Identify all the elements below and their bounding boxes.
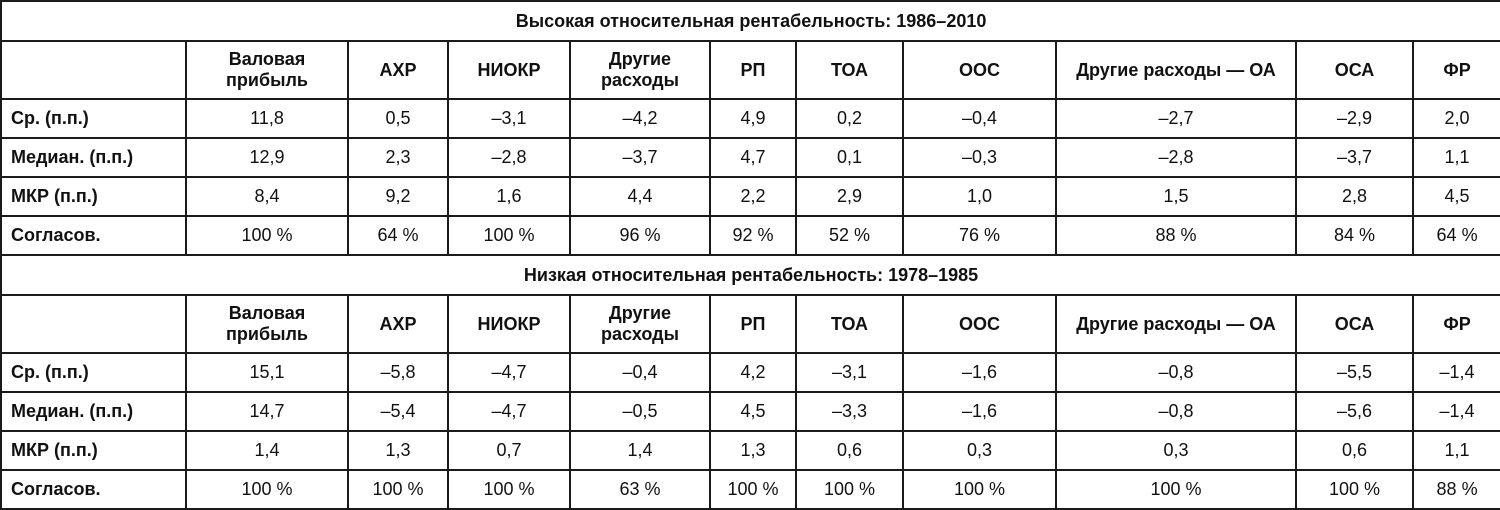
table-cell: 92 %: [710, 216, 796, 255]
table-cell: 9,2: [348, 177, 448, 216]
table-cell: 100 %: [186, 216, 348, 255]
column-header: ОСА: [1296, 41, 1413, 99]
table-cell: 1,0: [903, 177, 1056, 216]
table-cell: 1,5: [1056, 177, 1296, 216]
column-header: НИОКР: [448, 41, 570, 99]
table-cell: –4,7: [448, 353, 570, 392]
table-cell: –2,7: [1056, 99, 1296, 138]
table-cell: 15,1: [186, 353, 348, 392]
table-row: [1, 177, 1500, 216]
table-cell: 1,4: [570, 431, 710, 470]
table-cell: 96 %: [570, 216, 710, 255]
table-cell: 4,2: [710, 353, 796, 392]
table-cell: 64 %: [348, 216, 448, 255]
table-cell: –0,8: [1056, 353, 1296, 392]
table-cell: 4,5: [1413, 177, 1500, 216]
table-cell: 2,2: [710, 177, 796, 216]
table-cell: 0,2: [796, 99, 903, 138]
section-title-row: [1, 255, 1500, 295]
table-cell: –0,4: [903, 99, 1056, 138]
section-title: Низкая относительная рентабельность: 1978–1985: [1, 255, 1500, 295]
table-cell: 2,8: [1296, 177, 1413, 216]
table-row: [1, 353, 1500, 392]
column-header: ООС: [903, 295, 1056, 353]
table-cell: 1,6: [448, 177, 570, 216]
table-cell: 2,3: [348, 138, 448, 177]
table-cell: 100 %: [1056, 470, 1296, 509]
table-cell: –4,2: [570, 99, 710, 138]
header-corner-cell: [1, 41, 186, 99]
column-header: АХР: [348, 295, 448, 353]
table-cell: –3,1: [796, 353, 903, 392]
table-cell: 1,1: [1413, 138, 1500, 177]
table-cell: 63 %: [570, 470, 710, 509]
column-header: Валовая прибыль: [186, 41, 348, 99]
table-cell: –0,3: [903, 138, 1056, 177]
row-label: МКР (п.п.): [1, 177, 186, 216]
table-cell: –1,4: [1413, 353, 1500, 392]
table-cell: 11,8: [186, 99, 348, 138]
table-cell: 1,4: [186, 431, 348, 470]
table-row: [1, 470, 1500, 509]
table-row: [1, 392, 1500, 431]
table-cell: –1,6: [903, 392, 1056, 431]
table-cell: –5,8: [348, 353, 448, 392]
table-cell: –0,8: [1056, 392, 1296, 431]
row-label: Ср. (п.п.): [1, 353, 186, 392]
statistics-table-body: [1, 1, 1500, 509]
table-cell: 1,3: [348, 431, 448, 470]
column-header: РП: [710, 295, 796, 353]
header-corner-cell: [1, 295, 186, 353]
table-cell: 4,9: [710, 99, 796, 138]
table-cell: –0,5: [570, 392, 710, 431]
row-label: Согласов.: [1, 216, 186, 255]
table-cell: 64 %: [1413, 216, 1500, 255]
row-label: МКР (п.п.): [1, 431, 186, 470]
column-header: РП: [710, 41, 796, 99]
column-header: ТОА: [796, 41, 903, 99]
table-cell: –5,4: [348, 392, 448, 431]
table-cell: 0,7: [448, 431, 570, 470]
table-row: [1, 138, 1500, 177]
table-cell: 100 %: [1296, 470, 1413, 509]
row-label: Ср. (п.п.): [1, 99, 186, 138]
column-header: НИОКР: [448, 295, 570, 353]
table-cell: 88 %: [1413, 470, 1500, 509]
table-cell: 88 %: [1056, 216, 1296, 255]
table-cell: 0,3: [1056, 431, 1296, 470]
table-cell: 4,7: [710, 138, 796, 177]
table-row: [1, 431, 1500, 470]
column-header: Другие расходы — ОА: [1056, 295, 1296, 353]
section-title-row: [1, 1, 1500, 41]
table-cell: 100 %: [186, 470, 348, 509]
column-header: Другие расходы: [570, 41, 710, 99]
table-cell: 100 %: [796, 470, 903, 509]
column-header: Другие расходы — ОА: [1056, 41, 1296, 99]
table-cell: –3,3: [796, 392, 903, 431]
table-cell: 100 %: [348, 470, 448, 509]
table-cell: 0,3: [903, 431, 1056, 470]
table-cell: 52 %: [796, 216, 903, 255]
column-header: ООС: [903, 41, 1056, 99]
table-cell: –2,8: [1056, 138, 1296, 177]
table-cell: –2,8: [448, 138, 570, 177]
table-cell: –4,7: [448, 392, 570, 431]
column-header-row: [1, 41, 1500, 99]
table-cell: 0,1: [796, 138, 903, 177]
table-cell: –0,4: [570, 353, 710, 392]
table-cell: 84 %: [1296, 216, 1413, 255]
table-cell: 4,5: [710, 392, 796, 431]
table-row: [1, 216, 1500, 255]
row-label: Медиан. (п.п.): [1, 138, 186, 177]
row-label: Медиан. (п.п.): [1, 392, 186, 431]
column-header: Другие расходы: [570, 295, 710, 353]
table-cell: 12,9: [186, 138, 348, 177]
table-cell: 100 %: [448, 470, 570, 509]
table-cell: 76 %: [903, 216, 1056, 255]
table-cell: 100 %: [710, 470, 796, 509]
table-cell: 1,3: [710, 431, 796, 470]
table-cell: 8,4: [186, 177, 348, 216]
table-cell: 0,6: [796, 431, 903, 470]
table-cell: –2,9: [1296, 99, 1413, 138]
column-header: ТОА: [796, 295, 903, 353]
table-cell: –3,7: [570, 138, 710, 177]
column-header: ОСА: [1296, 295, 1413, 353]
section-title: Высокая относительная рентабельность: 1986–2010: [1, 1, 1500, 41]
row-label: Согласов.: [1, 470, 186, 509]
table-cell: –5,6: [1296, 392, 1413, 431]
table-row: [1, 99, 1500, 138]
table-cell: –5,5: [1296, 353, 1413, 392]
table-cell: 14,7: [186, 392, 348, 431]
table-cell: 2,0: [1413, 99, 1500, 138]
column-header-row: [1, 295, 1500, 353]
table-cell: –3,1: [448, 99, 570, 138]
column-header: Валовая прибыль: [186, 295, 348, 353]
table-cell: –1,6: [903, 353, 1056, 392]
table-cell: 0,6: [1296, 431, 1413, 470]
table-cell: –3,7: [1296, 138, 1413, 177]
table-cell: 2,9: [796, 177, 903, 216]
table-cell: 0,5: [348, 99, 448, 138]
column-header: АХР: [348, 41, 448, 99]
table-cell: 100 %: [448, 216, 570, 255]
column-header: ФР: [1413, 41, 1500, 99]
table-cell: 1,1: [1413, 431, 1500, 470]
table-cell: 4,4: [570, 177, 710, 216]
table-cell: –1,4: [1413, 392, 1500, 431]
column-header: ФР: [1413, 295, 1500, 353]
table-cell: 100 %: [903, 470, 1056, 509]
